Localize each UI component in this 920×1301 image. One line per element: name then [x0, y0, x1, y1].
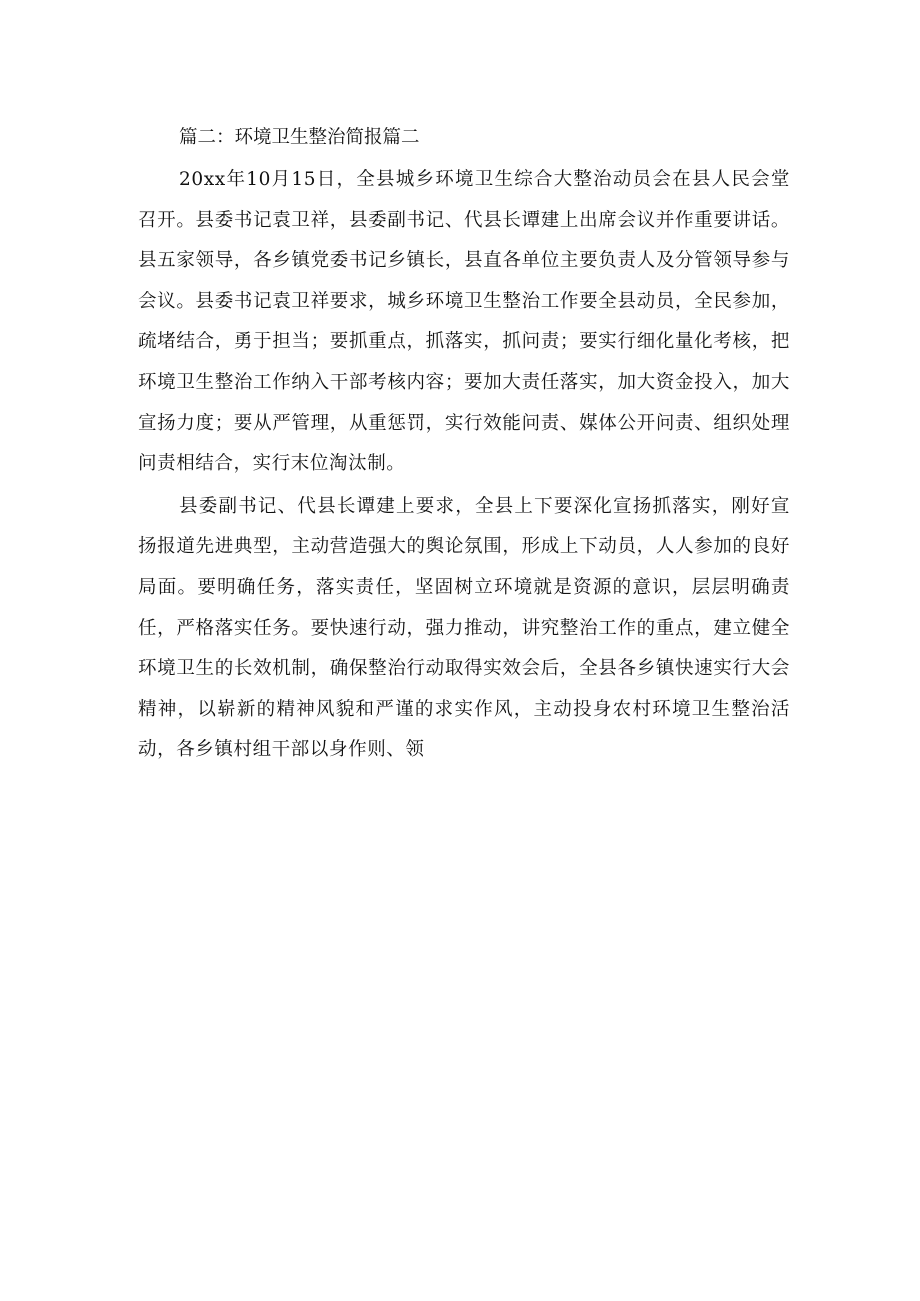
paragraph-mobilization-meeting: 20xx年10月15日，全县城乡环境卫生综合大整治动员会在县人民会堂召开。县委书记袁卫祥，县委副书记、代县长谭建上出席会议并作重要讲话。县五家领导，各乡镇党委书记乡镇长，县直各单位主要负责人及分管领导参与会议。县委书记袁卫祥要求，城乡环境卫生整治工作要全县动员，全民参加，疏堵结合，勇于担当；要抓重点，抓落实，抓问责；要实行细化量化考核，把环境卫生整治工作纳入干部考核内容；要加大责任落实，加大资金投入，加大宣扬力度；要从严管理，从重惩罚，实行效能问责、媒体公开问责、组织处理问责相结合，实行末位淘汰制。 — [138, 169, 790, 475]
document-body — [138, 118, 790, 771]
paragraph-deputy-secretary-requirements: 县委副书记、代县长谭建上要求，全县上下要深化宣扬抓落实，刚好宣扬报道先进典型，主动营造强大的舆论氛围，形成上下动员，人人参加的良好局面。要明确任务，落实责任，坚固树立环境就是资源的意识，层层明确责任，严格落实任务。要快速行动，强力推动，讲究整治工作的重点，建立健全环境卫生的长效机制，确保整治行动取得实效会后，全县各乡镇快速实行大会精神，以崭新的精神风貌和严谨的求实作风，主动投身农村环境卫生整治活动，各乡镇村组干部以身作则、领 — [138, 495, 790, 761]
section-heading: 篇二：环境卫生整治简报篇二 — [179, 127, 420, 148]
